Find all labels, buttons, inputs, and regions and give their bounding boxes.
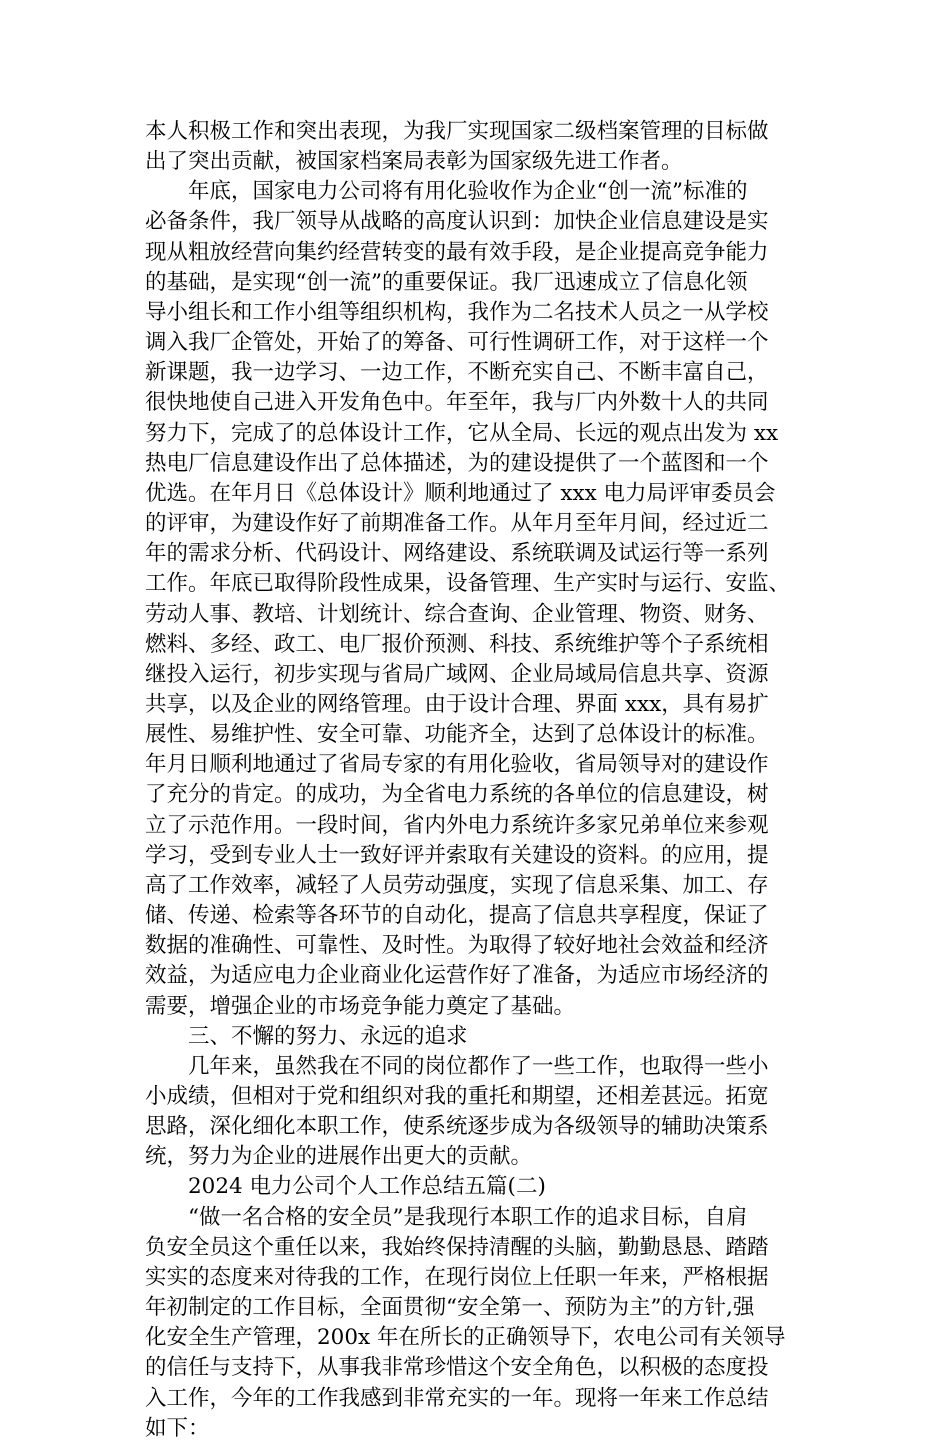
body-line: 热电厂信息建设作出了总体描述，为的建设提供了一个蓝图和一个 bbox=[145, 450, 769, 476]
body-line: 立了示范作用。一段时间，省内外电力系统许多家兄弟单位来参观 bbox=[145, 812, 769, 838]
body-line: 导小组长和工作小组等组织机构，我作为二名技术人员之一从学校 bbox=[145, 299, 769, 325]
body-line: 工作。年底已取得阶段性成果，设备管理、生产实时与运行、安监、 bbox=[145, 571, 791, 597]
body-line: 的评审，为建设作好了前期准备工作。从年月至年月间，经过近二 bbox=[145, 511, 769, 537]
body-line: 本人积极工作和突出表现，为我厂实现国家二级档案管理的目标做 bbox=[145, 119, 769, 144]
body-line: 年初制定的工作目标，全面贯彻“安全第一、预防为主”的方针,强 bbox=[145, 1295, 755, 1321]
body-line: 燃料、多经、政工、电厂报价预测、科技、系统维护等个子系统相 bbox=[145, 631, 769, 657]
body-line: 高了工作效率，减轻了人员劳动强度，实现了信息采集、加工、存 bbox=[145, 872, 769, 898]
article-title: 2024 电力公司个人工作总结五篇(二) bbox=[145, 1174, 546, 1200]
body-line: 入工作，今年的工作我感到非常充实的一年。现将一年来工作总结 bbox=[145, 1385, 769, 1411]
body-line: 效益，为适应电力企业商业化运营作好了准备，为适应市场经济的 bbox=[145, 963, 769, 989]
body-line: 统，努力为企业的进展作出更大的贡献。 bbox=[145, 1144, 533, 1170]
section-heading: 三、不懈的努力、永远的追求 bbox=[145, 1023, 468, 1049]
body-line: 年的需求分析、代码设计、网络建设、系统联调及试运行等一系列 bbox=[145, 541, 769, 567]
body-line: 新课题，我一边学习、一边工作，不断充实自己、不断丰富自己， bbox=[145, 360, 769, 386]
body-line: 共享，以及企业的网络管理。由于设计合理、界面 xxx，具有易扩 bbox=[145, 691, 769, 717]
body-line: 化安全生产管理，200x 年在所长的正确领导下，农电公司有关领导 bbox=[145, 1325, 786, 1351]
body-line: 劳动人事、教培、计划统计、综合查询、企业管理、物资、财务、 bbox=[145, 601, 769, 627]
body-line: 学习，受到专业人士一致好评并索取有关建设的资料。的应用，提 bbox=[145, 842, 769, 868]
paragraph-start-line: 几年来，虽然我在不同的岗位都作了一些工作，也取得一些小 bbox=[145, 1053, 769, 1079]
document-page bbox=[145, 117, 815, 1444]
body-line: 必备条件，我厂领导从战略的高度认识到：加快企业信息建设是实 bbox=[145, 209, 769, 235]
body-line: 展性、易维护性、安全可靠、功能齐全，达到了总体设计的标准。 bbox=[145, 722, 769, 748]
body-line: 很快地使自己进入开发角色中。年至年，我与厂内外数十人的共同 bbox=[145, 390, 769, 416]
body-line: 年月日顺利地通过了省局专家的有用化验收，省局领导对的建设作 bbox=[145, 752, 769, 778]
body-line: 的信任与支持下，从事我非常珍惜这个安全角色，以积极的态度投 bbox=[145, 1355, 769, 1381]
body-line: 如下： bbox=[145, 1415, 210, 1441]
body-line: 现从粗放经营向集约经营转变的最有效手段，是企业提高竞争能力 bbox=[145, 239, 769, 265]
body-line: 努力下，完成了的总体设计工作，它从全局、长远的观点出发为 xx bbox=[145, 420, 779, 446]
body-line: 数据的准确性、可靠性、及时性。为取得了较好地社会效益和经济 bbox=[145, 933, 769, 959]
body-line: 需要，增强企业的市场竞争能力奠定了基础。 bbox=[145, 993, 576, 1019]
paragraph-start-line: 年底，国家电力公司将有用化验收作为企业“创一流”标准的 bbox=[145, 179, 748, 205]
body-line: 思路，深化细化本职工作，使系统逐步成为各级领导的辅助决策系 bbox=[145, 1114, 769, 1140]
body-line: 出了突出贡献，被国家档案局表彰为国家级先进工作者。 bbox=[145, 149, 683, 175]
body-line: 负安全员这个重任以来，我始终保持清醒的头脑，勤勤恳恳、踏踏 bbox=[145, 1234, 769, 1260]
body-line: 的基础，是实现“创一流”的重要保证。我厂迅速成立了信息化领 bbox=[145, 269, 748, 295]
body-line: 储、传递、检索等各环节的自动化，提高了信息共享程度，保证了 bbox=[145, 903, 769, 929]
body-line: 调入我厂企管处，开始了的筹备、可行性调研工作，对于这样一个 bbox=[145, 330, 769, 356]
body-line: 小成绩，但相对于党和组织对我的重托和期望，还相差甚远。拓宽 bbox=[145, 1084, 769, 1109]
body-line: 了充分的肯定。的成功，为全省电力系统的各单位的信息建设，树 bbox=[145, 782, 769, 808]
body-line: 优选。在年月日《总体设计》顺利地通过了 xxx 电力局评审委员会 bbox=[145, 480, 776, 506]
body-line: 实实的态度来对待我的工作，在现行岗位上任职一年来，严格根据 bbox=[145, 1264, 769, 1290]
paragraph-start-line: “做一名合格的安全员”是我现行本职工作的追求目标，自肩 bbox=[145, 1204, 748, 1230]
body-line: 继投入运行，初步实现与省局广域网、企业局域局信息共享、资源 bbox=[145, 661, 769, 687]
